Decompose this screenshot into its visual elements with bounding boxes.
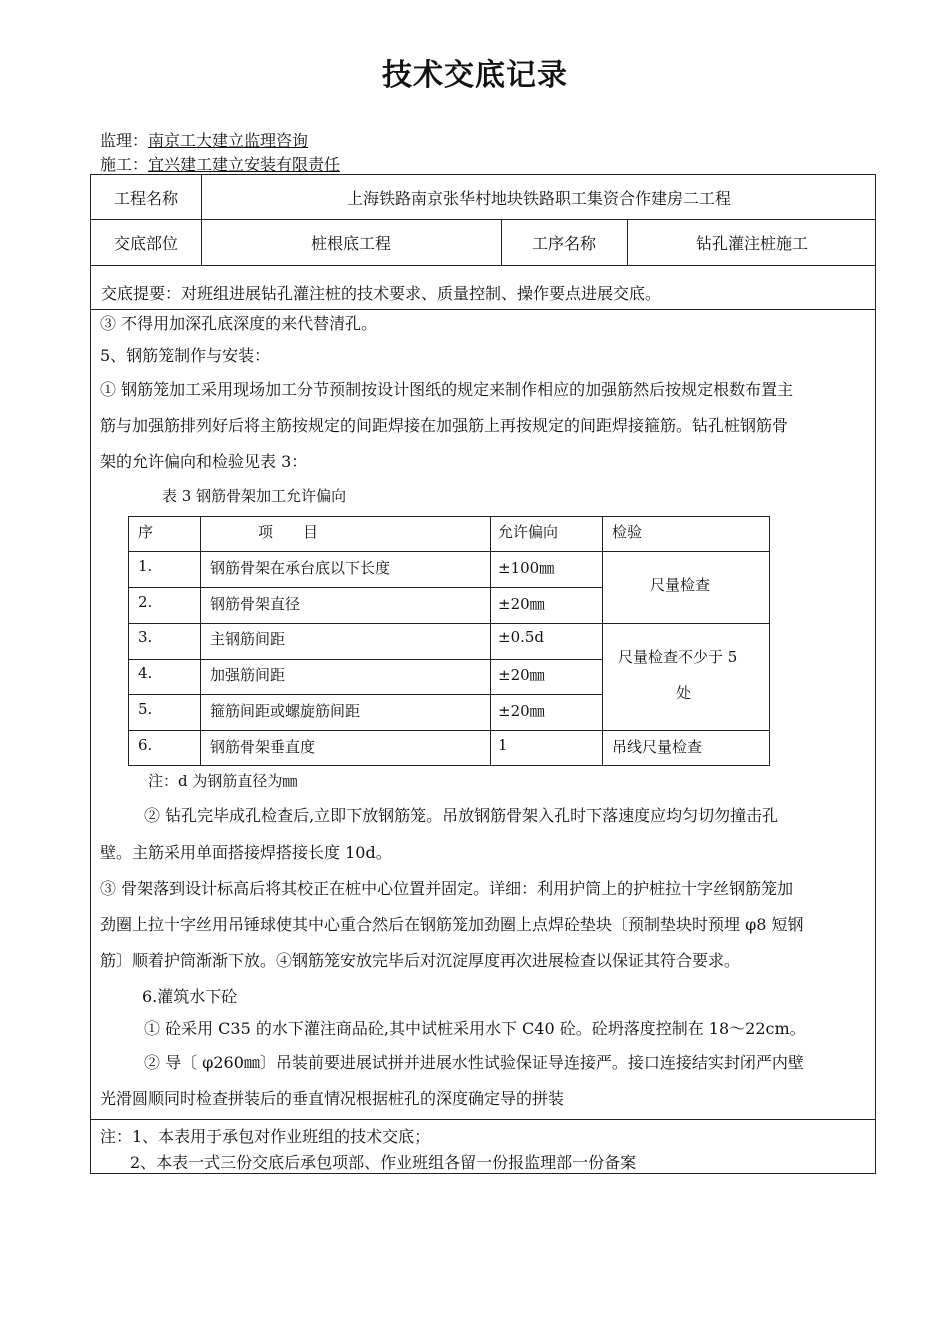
body-line: 架的允许偏向和检验见表 3： xyxy=(100,452,308,471)
body-line: 劲圈上拉十字丝用吊锤球使其中心重合然后在钢筋笼加劲圈上点焊砼垫块〔预制垫块时预埋 φ8 短钢 xyxy=(100,915,804,934)
table-header-item: 项 目 xyxy=(258,523,319,541)
table-cell: ±20㎜ xyxy=(498,702,545,720)
divider xyxy=(91,265,875,266)
body-line: ① 钢筋笼加工采用现场加工分节预制按设计图纸的规定来制作相应的加强筋然后按规定根数布置主 xyxy=(100,380,794,399)
table-cell: 加强筋间距 xyxy=(210,666,286,684)
project-name-value: 上海铁路南京张华村地块铁路职工集资合作建房二工程 xyxy=(346,188,731,208)
body-line: ① 砼采用 C35 的水下灌注商品砼,其中试桩采用水下 C40 砼。砼坍落度控制在 18～22cm。 xyxy=(144,1019,806,1038)
table-cell-check: 尺量检查 xyxy=(650,576,711,594)
process-value: 钻孔灌注桩施工 xyxy=(695,233,808,253)
table-header-tolerance: 允许偏向 xyxy=(498,523,559,541)
construction-value: 宜兴建工建立安装有限责任 xyxy=(148,155,341,174)
table-cell: 钢筋骨架垂直度 xyxy=(210,738,316,756)
body-line: 筋〕顺着护筒渐渐下放。④钢筋笼安放完毕后对沉淀厚度再次进展检查以保证其符合要求。 xyxy=(100,951,741,970)
supervisor-label: 监理： xyxy=(100,131,149,150)
construction-label: 施工： xyxy=(100,155,149,174)
table-cell: 箍筋间距或螺旋筋间距 xyxy=(210,702,361,720)
divider xyxy=(91,1119,875,1120)
note-line: 注：1、本表用于承包对作业班组的技术交底； xyxy=(100,1127,431,1146)
table-cell: 1 xyxy=(498,736,508,754)
table-header-seq: 序 xyxy=(138,523,154,541)
body-line: ③ 不得用加深孔底深度的来代替清孔。 xyxy=(100,314,378,333)
body-line: 筋与加强筋排列好后将主筋按规定的间距焊接在加强筋上再按规定的间距焊接箍筋。钻孔桩钢筋骨 xyxy=(100,416,789,435)
process-label: 工序名称 xyxy=(531,233,596,253)
table-cell: 主钢筋间距 xyxy=(210,630,286,648)
summary-text: 交底提要：对班组进展钻孔灌注桩的技术要求、质量控制、操作要点进展交底。 xyxy=(101,284,662,303)
table-cell-check: 尺量检查不少于 5 xyxy=(618,648,738,666)
body-line: 壁。主筋采用单面搭接焊搭接长度 10d。 xyxy=(100,843,392,862)
table-cell: 钢筋骨架直径 xyxy=(210,595,301,613)
table-cell: 5. xyxy=(138,700,153,718)
note-line: 2、本表一式三份交底后承包项部、作业班组各留一份报监理部一份备案 xyxy=(130,1153,637,1172)
table-cell: ±100㎜ xyxy=(498,559,555,577)
table-cell-check: 吊线尺量检查 xyxy=(612,738,703,756)
divider xyxy=(91,309,875,310)
body-line: ③ 骨架落到设计标高后将其校正在桩中心位置并固定。详细：利用护筒上的护桩拉十字丝钢筋笼加 xyxy=(100,879,794,898)
table-caption: 表 3 钢筋骨架加工允许偏向 xyxy=(162,487,347,505)
body-line: 光滑圆顺同时检查拼装后的垂直情况根据桩孔的深度确定导的拼装 xyxy=(100,1089,565,1108)
table-cell: 6. xyxy=(138,736,153,754)
table-cell: 1. xyxy=(138,557,153,575)
body-line: ② 钻孔完毕成孔检查后,立即下放钢筋笼。吊放钢筋骨架入孔时下落速度应均匀切勿撞击孔 xyxy=(144,806,779,825)
part-label: 交底部位 xyxy=(113,233,178,253)
table-cell: 3. xyxy=(138,628,153,646)
supervisor-line xyxy=(100,128,322,151)
tolerance-table xyxy=(128,516,770,766)
body-line: ② 导〔 φ260㎜〕吊装前要进展试拼并进展水性试验保证导连接严。接口连接结实封闭严内壁 xyxy=(144,1053,804,1072)
body-line: 5、钢筋笼制作与安装： xyxy=(100,346,271,365)
document-title: 技术交底记录 xyxy=(382,58,568,93)
table-cell: 2. xyxy=(138,593,153,611)
part-value: 桩根底工程 xyxy=(310,233,391,253)
table-cell-check: 处 xyxy=(676,684,692,702)
supervisor-value: 南京工大建立监理咨询 xyxy=(148,131,309,150)
project-name-label: 工程名称 xyxy=(113,188,178,208)
table-cell: 钢筋骨架在承台底以下长度 xyxy=(210,559,391,577)
table-header-check: 检验 xyxy=(612,523,643,541)
table-cell: ±20㎜ xyxy=(498,595,545,613)
body-line: 6.灌筑水下砼 xyxy=(142,987,238,1006)
table-note: 注：d 为钢筋直径为㎜ xyxy=(148,772,298,790)
construction-line xyxy=(100,152,354,175)
table-cell: ±20㎜ xyxy=(498,666,545,684)
table-cell: ±0.5d xyxy=(498,628,545,646)
table-cell: 4. xyxy=(138,664,153,682)
